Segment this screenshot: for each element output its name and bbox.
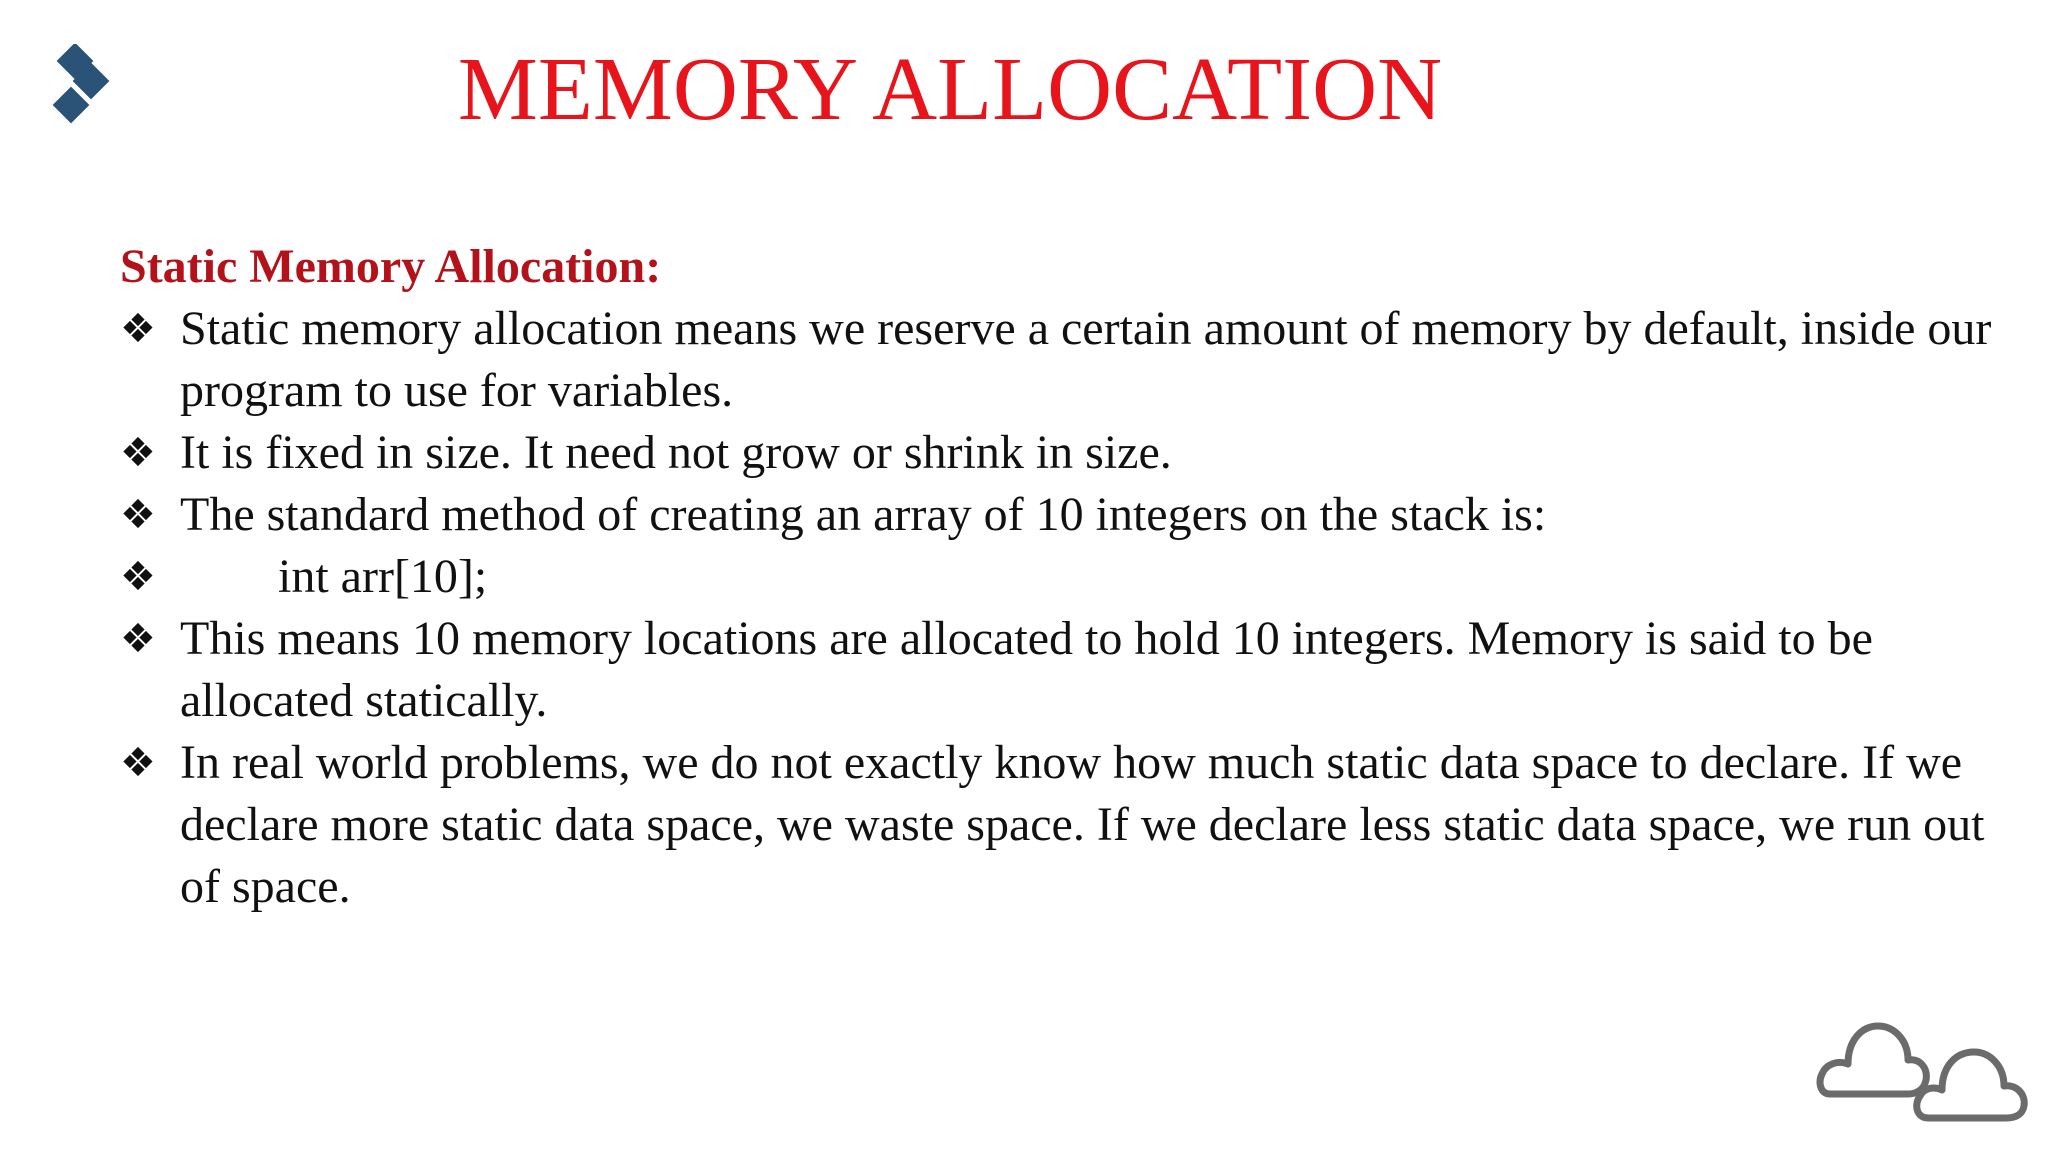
bullet-text: In real world problems, we do not exactly know how much static data space to declare. If we declare more static data space, we waste space. If we declare less static data space, we run out of space. (180, 736, 1985, 913)
bullet-text: It is fixed in size. It need not grow or shrink in size. (180, 426, 1172, 479)
four-diamond-bullet-icon: ❖ (120, 492, 156, 538)
code-snippet: int arr[10]; (278, 550, 488, 603)
bullet-text: The standard method of creating an array of 10 integers on the stack is: (180, 488, 1547, 541)
list-item (120, 484, 2000, 546)
slide-content (120, 236, 2000, 918)
bullet-text: Static memory allocation means we reserve a certain amount of memory by default, inside our program to use for variables. (180, 302, 1992, 417)
four-diamond-bullet-icon: ❖ (120, 554, 156, 600)
list-item (120, 732, 2000, 918)
four-diamond-bullet-icon: ❖ (120, 306, 156, 352)
list-item (120, 546, 2000, 608)
list-item (120, 298, 2000, 422)
four-diamond-bullet-icon: ❖ (120, 616, 156, 662)
bullet-text: This means 10 memory locations are allocated to hold 10 integers. Memory is said to be allocated statically. (180, 612, 1873, 727)
four-diamond-bullet-icon: ❖ (120, 740, 156, 786)
clouds-icon (1816, 996, 2036, 1126)
slide-title: MEMORY ALLOCATION (457, 40, 1443, 139)
list-item (120, 608, 2000, 732)
list-item (120, 422, 2000, 484)
section-subheading: Static Memory Allocation: (120, 240, 662, 293)
bullet-list (120, 298, 2000, 918)
four-diamond-bullet-icon: ❖ (120, 430, 156, 476)
